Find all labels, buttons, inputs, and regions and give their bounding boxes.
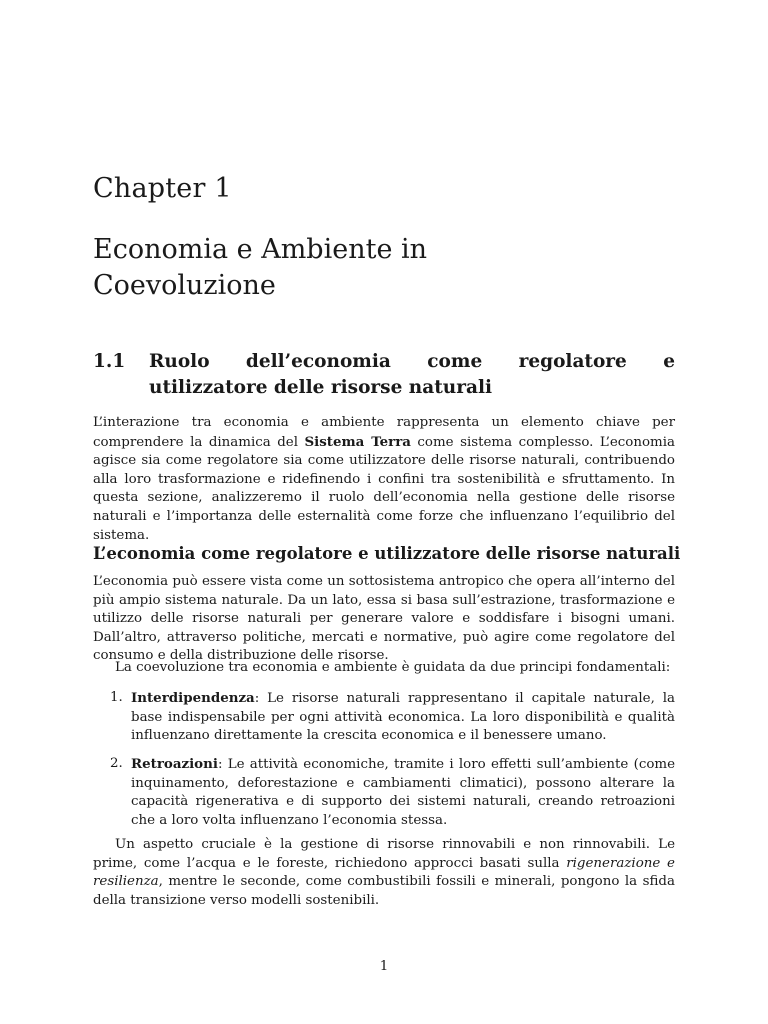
subsection-heading: L’economia come regolatore e utilizzatore delle risorse naturali [93,544,681,563]
intro-text-end: come sistema complesso. L’economia agisce sia come regolatore sia come utilizzatore delle risorse naturali, contribuendo alla loro trasformazione e ridefinendo i confini tra sostenibilità e sfruttamento. In questa sezione, analizzeremo il ruolo dell’economia nella gestione delle risorse naturali e l’importanza delle esternalità come forze che influenzano l’equilibrio del sistema. [93,434,675,543]
page-number: 1 [379,959,389,974]
intro-paragraph [93,414,675,545]
list-item [93,689,675,746]
aspect-text-start: Un aspetto cruciale è la gestione di risorse rinnovabili e non rinnovabili. Le prime, come l’acqua e le foreste, richiedono approcci basati sulla [93,837,675,871]
list-item [93,755,675,830]
coevolution-paragraph: La coevoluzione tra economia e ambiente è guidata da due principi fondamentali: [115,660,671,675]
section-title: Ruolo dell’economia come regolatore e utilizzatore delle risorse naturali [149,351,675,398]
list-item-term: Retroazioni [131,756,218,772]
section-heading [93,349,675,401]
list-item-body [131,755,675,830]
intro-text-start: L’interazione tra economia e ambiente rappresenta un elemento chiave per comprendere la dinamica del [93,415,675,450]
list-marker: 2. [110,756,123,771]
chapter-label: Chapter 1 [93,173,232,204]
aspect-text-end: , mentre le seconde, come combustibili fossili e minerali, pongono la sfida della transizione verso modelli sostenibili. [93,874,675,908]
aspect-italic-phrase: rigenerazione e resilienza [93,855,675,890]
list-item-term: Interdipendenza [131,690,255,706]
aspect-paragraph [93,836,675,910]
list-item-text: : Le attività economiche, tramite i loro effetti sull’ambiente (come inquinamento, deforestazione e cambiamenti climatici), possono alterare la capacità rigenerativa e di supporto dei sistemi naturali, creando retroazioni che a loro volta influenzano l’economia stessa. [131,757,675,828]
economy-paragraph: L’economia può essere vista come un sottosistema antropico che opera all’interno del più ampio sistema naturale. Da un lato, essa si basa sull’estrazione, trasformazione e utilizzo delle risorse naturali per generare valore e soddisfare i bisogni umani. Dall’altro, attraverso politiche, mercati e normative, può agire come regolatore del consumo e della distribuzione delle risorse. [93,574,675,664]
list-item-text: : Le risorse naturali rappresentano il capitale naturale, la base indispensabile per ogni attività economica. La loro disponibilità e qualità influenzano direttamente la crescita economica e il benessere umano. [131,691,675,744]
section-number: 1.1 [93,351,126,372]
list-item-body [131,689,675,746]
chapter-title: Economia e Ambiente in Coevoluzione [93,234,428,301]
list-marker: 1. [110,690,123,705]
intro-bold-term: Sistema Terra [304,433,411,450]
